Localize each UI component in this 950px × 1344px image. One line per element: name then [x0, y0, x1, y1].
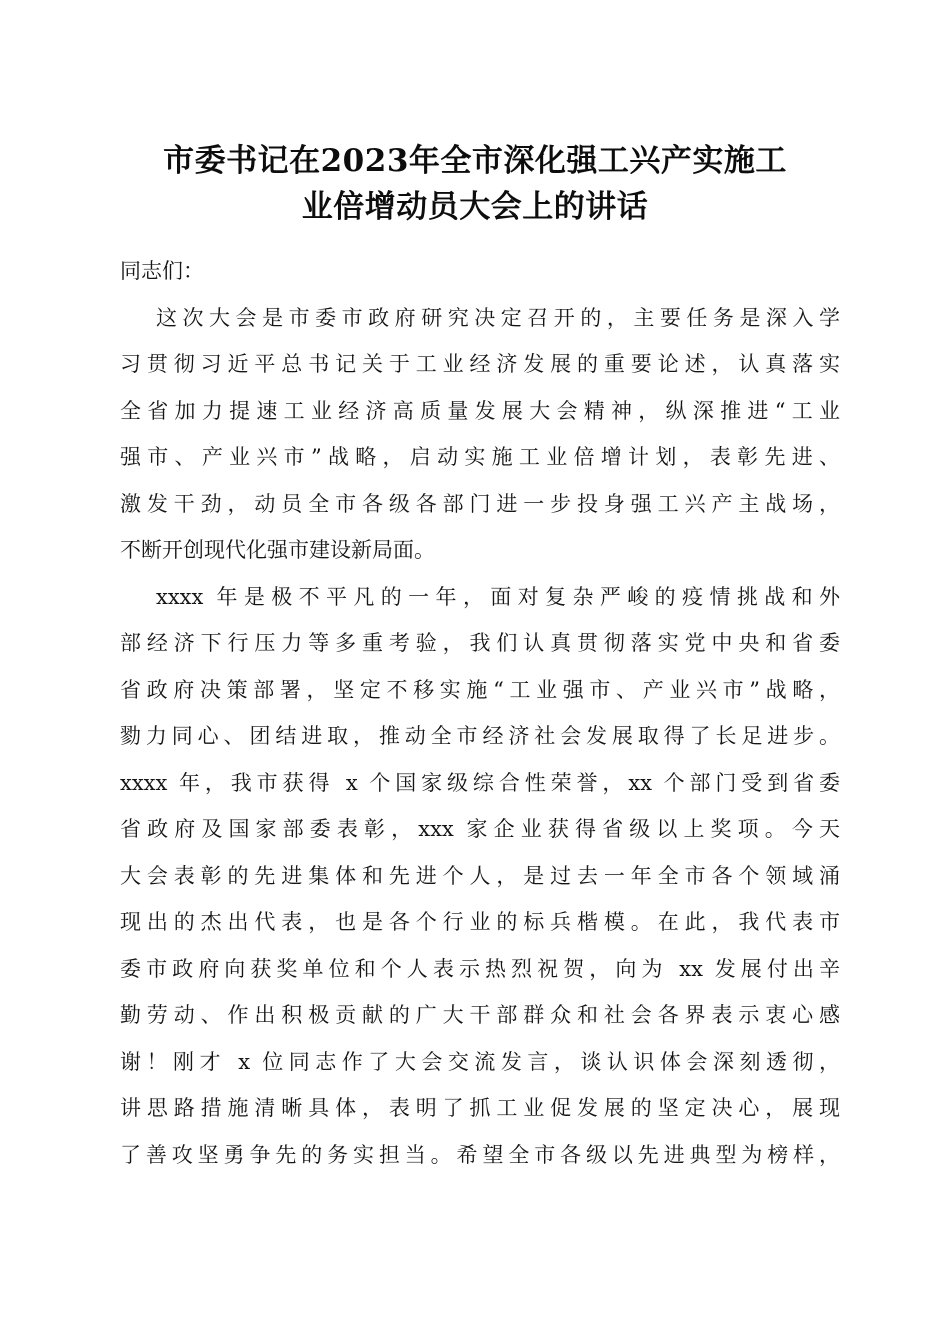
- paragraph-line: 习贯彻习近平总书记关于工业经济发展的重要论述，认真落实: [120, 352, 840, 376]
- paragraph-2: [120, 574, 840, 1179]
- paragraph-line: 省政府决策部署，坚定不移实施“工业强市、产业兴市”战略，: [120, 677, 840, 702]
- paragraph-line: xxxx 年是极不平凡的一年，面对复杂严峻的疫情挑战和外: [156, 584, 840, 609]
- paragraph-line: 勠力同心、团结进取，推动全市经济社会发展取得了长足进步。: [120, 724, 840, 748]
- paragraph-1: [120, 295, 840, 574]
- paragraph-line: xxxx 年，我市获得 x 个国家级综合性荣誉，xx 个部门受到省委: [120, 770, 840, 795]
- paragraph-line: 大会表彰的先进集体和先进个人，是过去一年全市各个领域涌: [120, 863, 840, 888]
- document-body: [120, 248, 840, 1178]
- paragraph-line: 这次大会是市委市政府研究决定召开的，主要任务是深入学: [156, 305, 840, 330]
- paragraph-line: 了善攻坚勇争先的务实担当。希望全市各级以先进典型为榜样，: [120, 1142, 840, 1167]
- paragraph-line: 勤劳动、作出积极贡献的广大干部群众和社会各界表示衷心感: [120, 1003, 840, 1027]
- paragraph-line: 现出的杰出代表，也是各个行业的标兵楷模。在此，我代表市: [120, 910, 840, 934]
- salutation: 同志们：: [120, 259, 204, 283]
- title-line-1: 市委书记在2023年全市深化强工兴产实施工: [163, 143, 787, 179]
- paragraph-line: 激发干劲，动员全市各级各部门进一步投身强工兴产主战场，: [120, 491, 840, 516]
- paragraph-line: 省政府及国家部委表彰，xxx 家企业获得省级以上奖项。今天: [120, 817, 840, 841]
- paragraph-line: 部经济下行压力等多重考验，我们认真贯彻落实党中央和省委: [120, 631, 840, 655]
- document-title: [100, 138, 850, 230]
- paragraph-line: 不断开创现代化强市建设新局面。: [120, 538, 435, 562]
- paragraph-line: 委市政府向获奖单位和个人表示热烈祝贺，向为 xx 发展付出辛: [120, 956, 840, 981]
- paragraph-line: 讲思路措施清晰具体，表明了抓工业促发展的坚定决心，展现: [120, 1096, 840, 1120]
- title-line-2: 业倍增动员大会上的讲话: [301, 189, 649, 225]
- paragraph-line: 强市、产业兴市”战略，启动实施工业倍增计划，表彰先进、: [120, 445, 840, 469]
- paragraph-line: 谢！刚才 x 位同志作了大会交流发言，谈认识体会深刻透彻，: [120, 1049, 840, 1074]
- paragraph-line: 全省加力提速工业经济高质量发展大会精神，纵深推进“工业: [120, 398, 840, 423]
